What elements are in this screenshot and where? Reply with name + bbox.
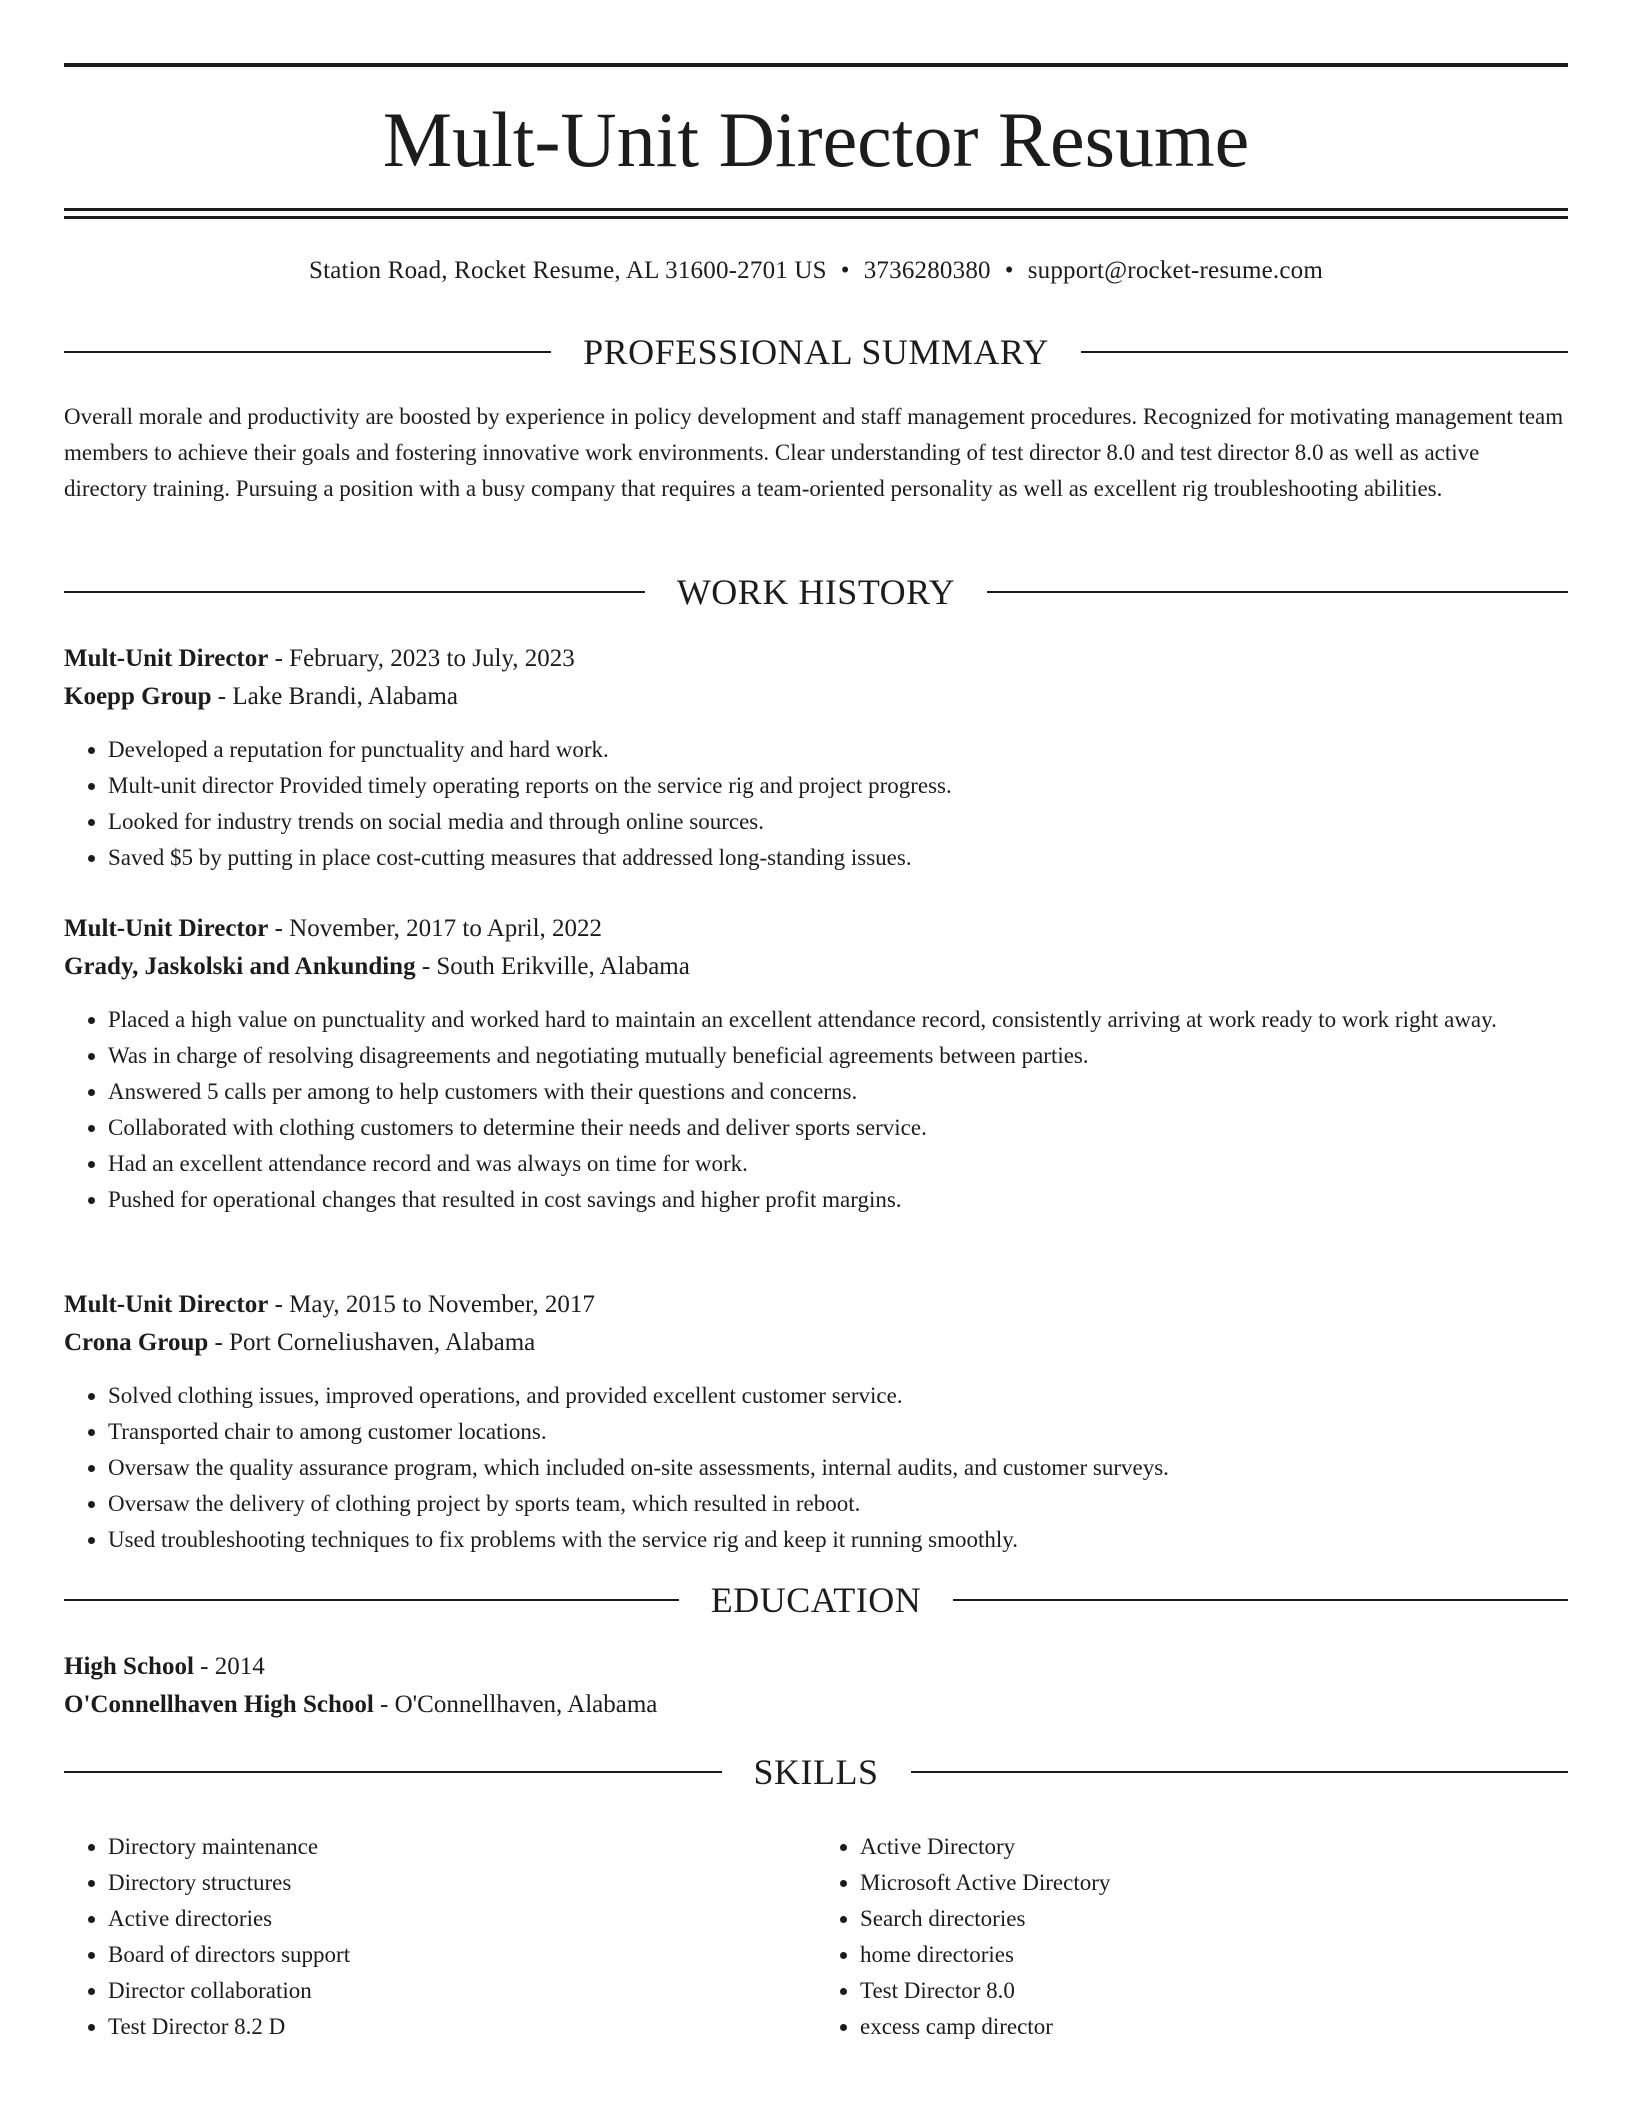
divider-line bbox=[953, 1599, 1568, 1601]
job-company: Koepp Group bbox=[64, 683, 212, 710]
divider-line bbox=[64, 591, 645, 593]
skill-item: • home directories bbox=[860, 1937, 1568, 1973]
job-company-row bbox=[64, 948, 1568, 986]
education-school-row bbox=[64, 1686, 1568, 1724]
section-heading-education bbox=[64, 1578, 1568, 1622]
job-bullets bbox=[64, 1378, 1568, 1558]
page-title: Mult-Unit Director Resume bbox=[382, 96, 1250, 183]
list-item: • Oversaw the quality assurance program, which included on-site assessments, internal audits, and customer surveys. bbox=[108, 1450, 1568, 1486]
top-rule bbox=[64, 63, 1568, 67]
job-title-row bbox=[64, 640, 1568, 678]
list-item: • Mult-unit director Provided timely operating reports on the service rig and project progress. bbox=[108, 768, 1568, 804]
list-item: • Looked for industry trends on social media and through online sources. bbox=[108, 804, 1568, 840]
list-item: • Transported chair to among customer locations. bbox=[108, 1414, 1568, 1450]
divider-line bbox=[64, 1599, 679, 1601]
education-degree: High School bbox=[64, 1653, 194, 1680]
skill-item: • Directory maintenance bbox=[108, 1829, 816, 1865]
education-school: O'Connellhaven High School bbox=[64, 1691, 374, 1718]
divider-line bbox=[1081, 351, 1568, 353]
job-entry bbox=[64, 640, 1568, 876]
job-title: Mult-Unit Director bbox=[64, 645, 269, 672]
list-item: • Placed a high value on punctuality and worked hard to maintain an excellent attendance record, consistently arriving at work ready to work right away. bbox=[108, 1002, 1568, 1038]
list-item: • Used troubleshooting techniques to fix problems with the service rig and keep it running smoothly. bbox=[108, 1522, 1568, 1558]
skill-item: • Active Directory bbox=[860, 1829, 1568, 1865]
job-location: - Lake Brandi, Alabama bbox=[211, 683, 458, 710]
education-degree-row bbox=[64, 1648, 1568, 1686]
section-title: PROFESSIONAL SUMMARY bbox=[583, 332, 1049, 372]
job-entry bbox=[64, 910, 1568, 1218]
education-location: - O'Connellhaven, Alabama bbox=[373, 1691, 658, 1718]
job-title: Mult-Unit Director bbox=[64, 1291, 269, 1318]
job-location: - South Erikville, Alabama bbox=[415, 953, 690, 980]
job-entry bbox=[64, 1286, 1568, 1558]
skill-item: • Test Director 8.2 D bbox=[108, 2009, 816, 2045]
section-title: EDUCATION bbox=[710, 1580, 922, 1620]
job-company-row bbox=[64, 1324, 1568, 1362]
skill-item: • Directory structures bbox=[108, 1865, 816, 1901]
section-heading-skills bbox=[64, 1750, 1568, 1794]
skill-item: • Director collaboration bbox=[108, 1973, 816, 2009]
skill-item: • Microsoft Active Directory bbox=[860, 1865, 1568, 1901]
education-entry bbox=[64, 1648, 1568, 1724]
section-heading-work-history bbox=[64, 570, 1568, 614]
skills-list-right bbox=[816, 1829, 1568, 2045]
section-heading-summary bbox=[64, 330, 1568, 374]
summary-text: Overall morale and productivity are boosted by experience in policy development and staff management procedures. Recognized for motivating management team members to achieve their goals and fostering innovative work environments. Clear understanding of test director 8.0 and test director 8.0 as well as active directory training. Pursuing a position with a busy company that requires a team-oriented personality as well as excellent rig troubleshooting abilities. bbox=[64, 404, 1564, 501]
job-company: Grady, Jaskolski and Ankunding bbox=[64, 953, 416, 980]
section-title: SKILLS bbox=[753, 1752, 879, 1792]
divider-line bbox=[911, 1771, 1569, 1773]
job-dates: - February, 2023 to July, 2023 bbox=[268, 645, 575, 672]
job-bullets bbox=[64, 732, 1568, 876]
skill-item: • Test Director 8.0 bbox=[860, 1973, 1568, 2009]
contact-address: Station Road, Rocket Resume, AL 31600-2701 US bbox=[309, 257, 827, 284]
skills-columns bbox=[64, 1829, 1568, 2045]
contact-separator: • bbox=[1004, 257, 1014, 284]
list-item: • Was in charge of resolving disagreements and negotiating mutually beneficial agreements between parties. bbox=[108, 1038, 1568, 1074]
job-company: Crona Group bbox=[64, 1329, 209, 1356]
job-bullets bbox=[64, 1002, 1568, 1218]
job-title-row bbox=[64, 1286, 1568, 1324]
divider-line bbox=[64, 1771, 722, 1773]
divider-line bbox=[987, 591, 1568, 593]
job-title: Mult-Unit Director bbox=[64, 915, 269, 942]
skill-item: • excess camp director bbox=[860, 2009, 1568, 2045]
list-item: • Oversaw the delivery of clothing project by sports team, which resulted in reboot. bbox=[108, 1486, 1568, 1522]
list-item: • Collaborated with clothing customers to determine their needs and deliver sports service. bbox=[108, 1110, 1568, 1146]
contact-email: support@rocket-resume.com bbox=[1027, 257, 1323, 284]
section-title: WORK HISTORY bbox=[676, 572, 956, 612]
divider-line bbox=[64, 351, 551, 353]
title-double-rule bbox=[64, 208, 1568, 219]
job-location: - Port Corneliushaven, Alabama bbox=[208, 1329, 536, 1356]
education-year: - 2014 bbox=[193, 1653, 265, 1680]
job-dates: - May, 2015 to November, 2017 bbox=[268, 1291, 595, 1318]
skill-item: • Board of directors support bbox=[108, 1937, 816, 1973]
skill-item: • Search directories bbox=[860, 1901, 1568, 1937]
list-item: • Pushed for operational changes that resulted in cost savings and higher profit margins. bbox=[108, 1182, 1568, 1218]
list-item: • Solved clothing issues, improved operations, and provided excellent customer service. bbox=[108, 1378, 1568, 1414]
list-item: • Answered 5 calls per among to help customers with their questions and concerns. bbox=[108, 1074, 1568, 1110]
contact-phone: 3736280380 bbox=[863, 257, 991, 284]
contact-separator: • bbox=[840, 257, 850, 284]
list-item: • Had an excellent attendance record and was always on time for work. bbox=[108, 1146, 1568, 1182]
skill-item: • Active directories bbox=[108, 1901, 816, 1937]
job-dates: - November, 2017 to April, 2022 bbox=[268, 915, 603, 942]
job-company-row bbox=[64, 678, 1568, 716]
skills-list-left bbox=[64, 1829, 816, 2045]
contact-line bbox=[64, 254, 1568, 288]
job-title-row bbox=[64, 910, 1568, 948]
list-item: • Saved $5 by putting in place cost-cutting measures that addressed long-standing issues. bbox=[108, 840, 1568, 876]
list-item: • Developed a reputation for punctuality and hard work. bbox=[108, 732, 1568, 768]
